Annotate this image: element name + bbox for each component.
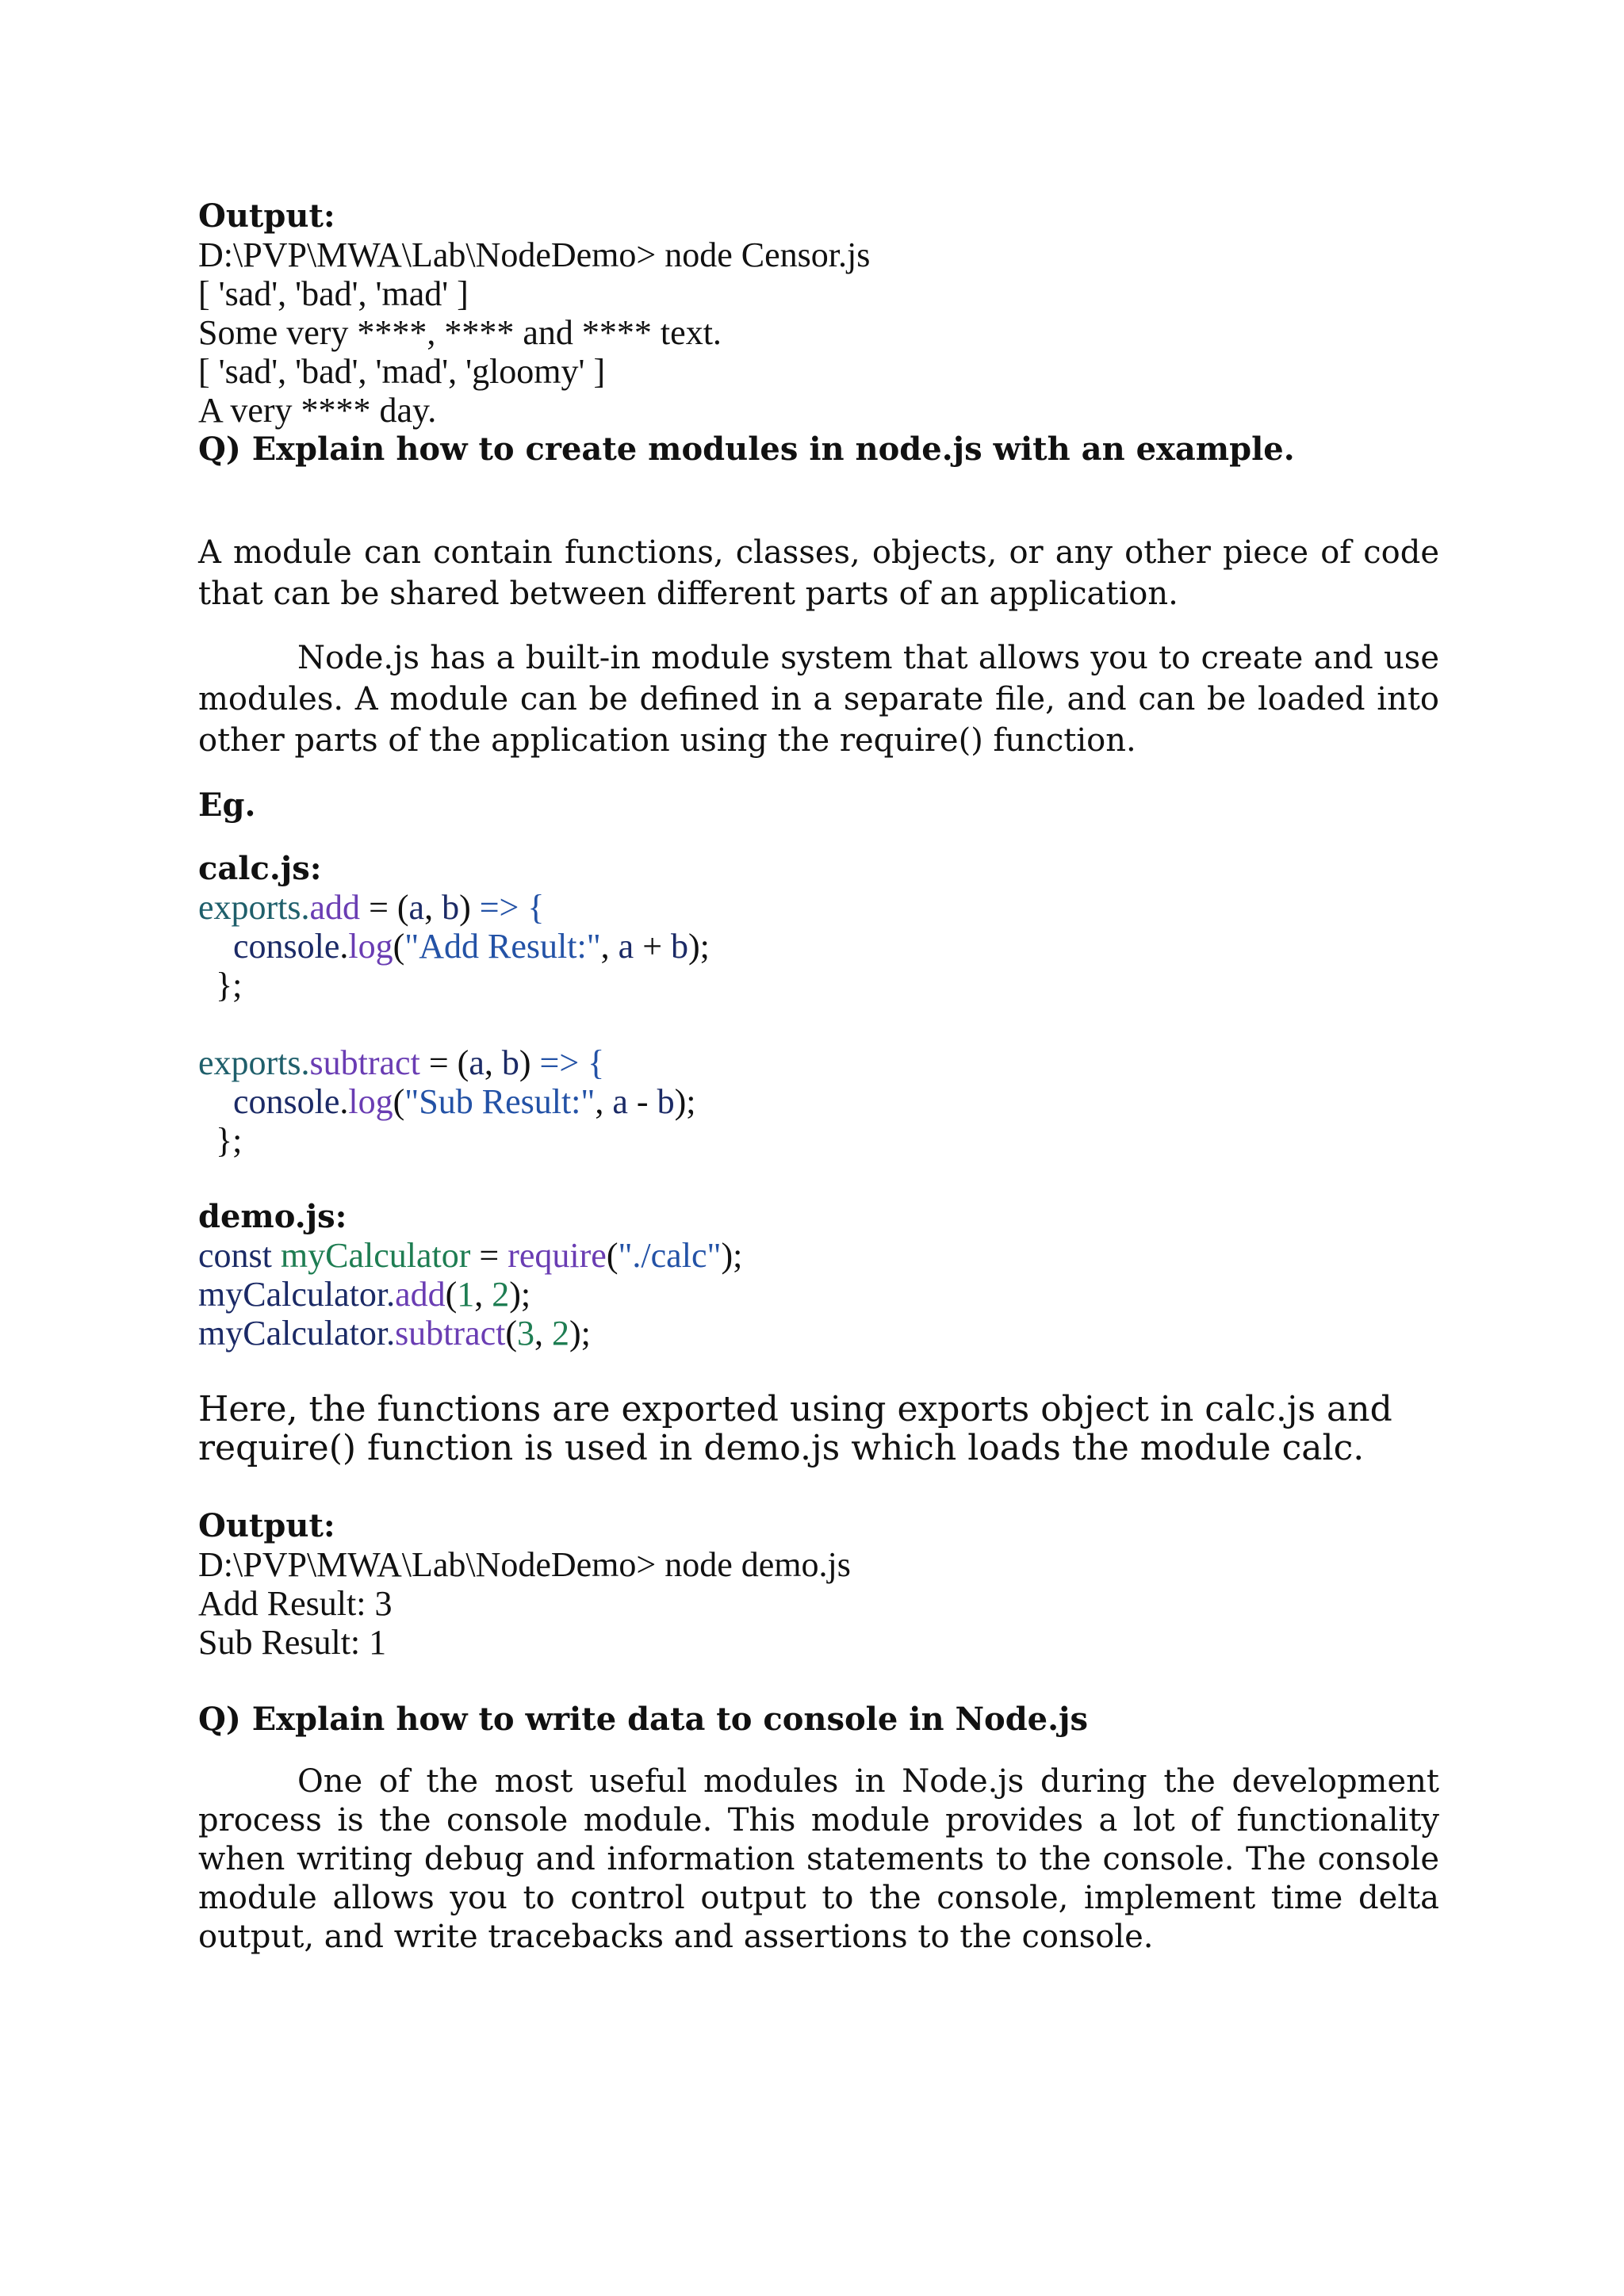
output-line: D:\PVP\MWA\Lab\NodeDemo> node demo.js (198, 1545, 851, 1584)
code-file-label: demo.js: (198, 1198, 347, 1235)
output-line: [ 'sad', 'bad', 'mad', 'gloomy' ] (198, 352, 606, 391)
output-line: D:\PVP\MWA\Lab\NodeDemo> node Censor.js (198, 235, 871, 274)
code-line: myCalculator.add(1, 2); (198, 1275, 531, 1314)
paragraph: Node.js has a built-in module system that allows you to create and use modules. A module can be defined in a separate file, and can be loaded into other parts of the application using the require() function. (198, 640, 1439, 759)
code-line: }; (198, 1121, 243, 1160)
paragraph: A module can contain functions, classes, objects, or any other piece of code that can be shared between different parts of an application. (198, 534, 1439, 612)
paragraph: Here, the functions are exported using exports object in calc.js and require() function is used in demo.js which loads the module calc. (198, 1389, 1392, 1468)
output-heading: Output: (198, 1507, 335, 1544)
output-heading: Output: (198, 197, 335, 235)
example-label: Eg. (198, 786, 256, 824)
code-line: console.log("Add Result:", a + b); (233, 927, 710, 966)
output-line: Some very ****, **** and **** text. (198, 313, 722, 352)
code-line: myCalculator.subtract(3, 2); (198, 1314, 591, 1353)
output-line: [ 'sad', 'bad', 'mad' ] (198, 274, 469, 313)
output-line: Sub Result: 1 (198, 1623, 387, 1662)
paragraph: One of the most useful modules in Node.js during the development process is the console module. This module provides a lot of functionality when writing debug and information statements to the console. The console module allows you to control output to the console, implement time delta output, and write tracebacks and assertions to the console. (198, 1763, 1439, 1955)
question-title: Q) Explain how to create modules in node.js with an example. (198, 430, 1295, 468)
output-line: Add Result: 3 (198, 1584, 393, 1623)
code-line: exports.add = (a, b) => { (198, 888, 545, 927)
code-line: const myCalculator = require("./calc"); (198, 1236, 743, 1275)
code-line: }; (198, 966, 243, 1004)
code-file-label: calc.js: (198, 850, 322, 887)
output-line: A very **** day. (198, 391, 437, 430)
code-line: exports.subtract = (a, b) => { (198, 1043, 605, 1082)
code-line: console.log("Sub Result:", a - b); (233, 1082, 696, 1121)
question-title: Q) Explain how to write data to console in Node.js (198, 1701, 1089, 1738)
